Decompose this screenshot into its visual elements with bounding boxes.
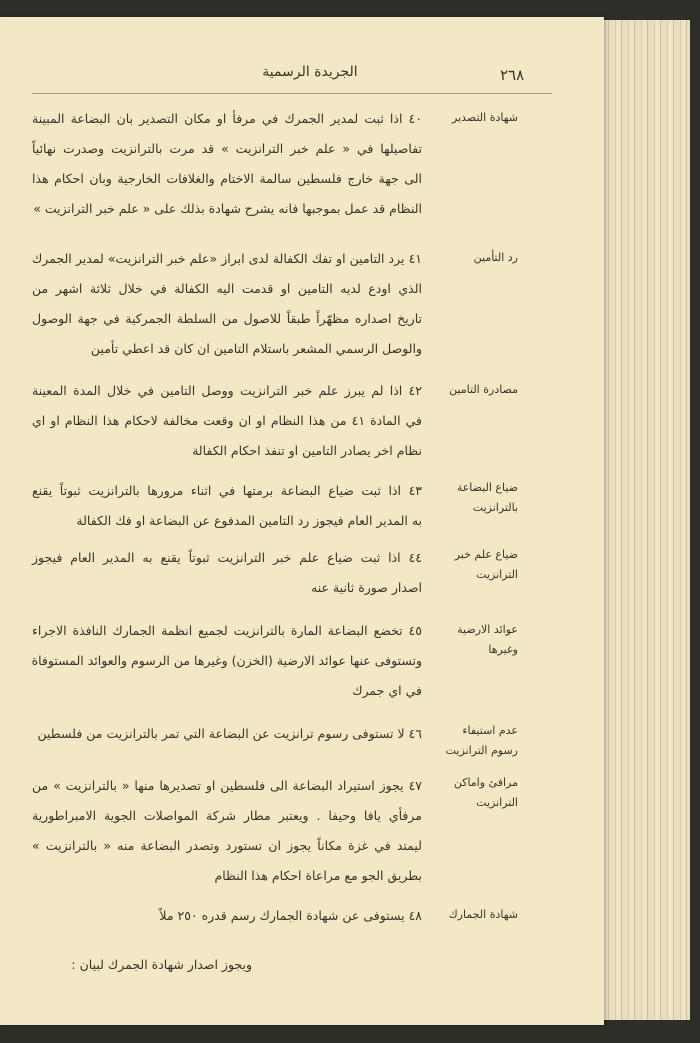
margin-note	[440, 545, 518, 585]
margin-note-line: شهادة التصدير	[452, 111, 518, 124]
page-edges	[596, 20, 690, 1020]
header-rule	[32, 93, 552, 94]
article	[32, 616, 422, 706]
article-line: ٤٤ اذا ثبت ضياع علم خبر الترانزيت ثبوتاً يقنع به المدير العام فيجوز	[32, 550, 422, 565]
article	[32, 244, 422, 364]
article-line: نظام اخر يصادر التامين او تنفذ احكام الكفالة	[192, 443, 422, 458]
article-line: به المدير العام فيجوز رد التامين المدفوع عن البضاعة او فك الكفالة	[76, 513, 422, 528]
article-line: ٤٥ تخضع البضاعة المارة بالترانزيت لجميع انظمة الجمارك النافذة الاجراء	[32, 623, 422, 638]
margin-note-line: مرافئ واماكن	[453, 776, 518, 789]
article	[32, 901, 422, 931]
article-line: الى جهة خارج فلسطين سالمة الاختام والغلافات الخارجية وبان احكام هذا	[32, 171, 422, 186]
article-line: ٤٢ اذا لم يبرز علم خبر الترانزيت ووصل التامين في خلال المدة المعينة	[32, 383, 422, 398]
margin-note-line: الترانزيت	[476, 568, 518, 581]
margin-note-line: رد التأمين	[473, 251, 518, 264]
article	[32, 543, 422, 603]
margin-note	[440, 248, 518, 268]
article-line: في اي جمرك	[352, 683, 422, 698]
margin-note-line: وغيرها	[488, 643, 518, 656]
article-line: ٤٧ يجوز استيراد البضاعة الى فلسطين او تصديرها منها « بالترانزيت » من	[32, 778, 422, 793]
margin-note	[440, 108, 518, 128]
article-line: ٤٦ لا تستوفى رسوم ترانزيت عن البضاعة التي تمر بالترانزيت من فلسطين	[37, 726, 422, 741]
article	[32, 719, 422, 749]
article-line: الذي اودع لديه التامين او قدمت اليه الكفالة في خلال ثلاثة اشهر من	[32, 281, 422, 296]
article-line: في المادة ٤١ من هذا النظام او ان وقعت مخالفة لاحكام هذا النظام او اي	[32, 413, 423, 428]
closing-line-block	[32, 950, 422, 980]
margin-note-line: رسوم الترانزيت	[445, 744, 518, 757]
article-line: ٤٣ اذا ثبت ضياع البضاعة برمتها في اثناء مرورها بالترانزيت ثبوتاً يقنع	[32, 483, 422, 498]
margin-note	[440, 478, 518, 518]
margin-note-line: عدم استيفاء	[462, 724, 518, 737]
margin-note-line: الترانزيت	[476, 796, 518, 809]
article-line: وتستوفى عنها عوائد الارضية (الخزن) وغيرها من الرسوم والعوائد المستوفاة	[31, 653, 422, 668]
margin-note	[440, 905, 518, 925]
margin-note-line: بالترانزيت	[472, 501, 518, 514]
article	[32, 104, 422, 224]
article-line: تاريخ اصداره مظهّراً طبقاً للاصول من السلطة الجمركية في جهة الوصول	[32, 311, 422, 326]
article-line: ٤٨ يستوفى عن شهادة الجمارك رسم قدره ٢٥٠ ملاً	[159, 908, 422, 923]
article-line: تفاصيلها في « علم خبر الترانزيت » قد مرت بالترانزيت وصدرت نهائياً	[32, 141, 422, 156]
margin-note	[440, 380, 518, 400]
article-line: ليمتد في غزة مكاناً يجوز ان تستورد وتصدر البضاعة منه « بالترانزيت »	[32, 838, 422, 853]
closing-line: ويجوز اصدار شهادة الجمرك لبيان :	[71, 957, 252, 972]
article	[32, 771, 422, 891]
margin-note	[440, 773, 518, 813]
article-line: اصدار صورة ثانية عنه	[311, 580, 422, 595]
article-line: والوصل الرسمي المشعر باستلام التامين ان كان قد اعطي تأمين	[90, 341, 422, 356]
article-line: النظام قد عمل بموجبها فانه يشرح شهادة بذلك على « علم خبر الترانزيت »	[33, 201, 422, 216]
margin-note-line: عوائد الارضية	[457, 623, 518, 636]
margin-note-line: ضياع البضاعة	[456, 481, 518, 494]
margin-note-line: مصادرة التامين	[449, 383, 518, 396]
page-number: ٢٦٨	[500, 66, 525, 84]
article-line: بطريق الجو مع مراعاة احكام هذا النظام	[214, 868, 422, 883]
margin-note-line: ضياع علم خبر	[454, 548, 518, 561]
margin-note-line: شهادة الجمارك	[448, 908, 518, 921]
article-line: مرفأي يافا وحيفا . ويعتبر مطار شركة المواصلات الجوية الامبراطورية	[32, 808, 422, 823]
article	[32, 376, 422, 466]
margin-note	[440, 620, 518, 660]
article	[32, 476, 422, 536]
page-header-title: الجريدة الرسمية	[262, 64, 358, 80]
article-line: ٤٠ اذا ثبت لمدير الجمرك في مرفأ او مكان التصدير بان البضاعة المبينة	[32, 111, 422, 126]
article-line: ٤١ يرد التامين او تفك الكفالة لدى ابراز «علم خبر الترانزيت» لمدير الجمرك	[32, 251, 422, 266]
margin-note	[440, 721, 518, 761]
